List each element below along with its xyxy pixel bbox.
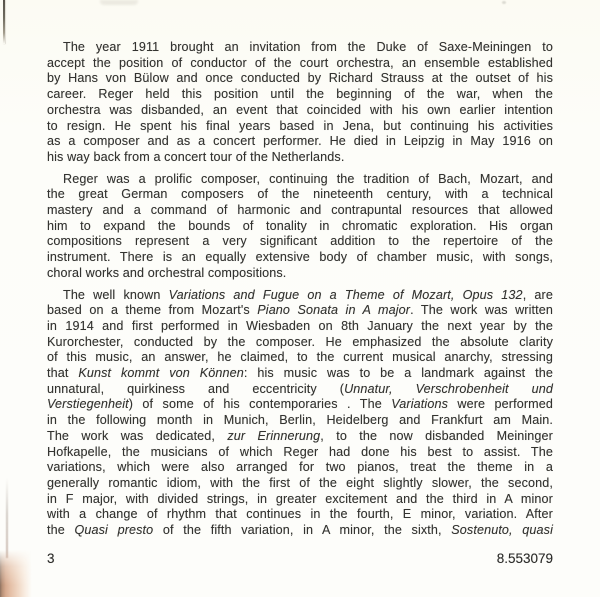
text-line: to resign. He spent his final years based in Jena, but continuing his activities	[47, 118, 553, 133]
scan-smudge-top	[100, 0, 138, 5]
text-line: Kurorchester, conducted by the composer. He emphasized the absolute clarity	[47, 334, 553, 349]
text-line: Hofkapelle, the musicians of which Reger had done his best to assist. The	[47, 444, 553, 459]
text-line: mastery and a command of harmonic and contrapuntal resources that allowed	[47, 203, 553, 218]
text-line: The year 1911 brought an invitation from the Duke of Saxe-Meiningen to	[63, 40, 553, 54]
paragraph	[47, 172, 553, 282]
text-line: accept the position of conductor of the court orchestra, an ensemble established	[47, 55, 553, 70]
text-line: his way back from a concert tour of the Netherlands.	[47, 149, 345, 164]
paragraph	[47, 288, 553, 539]
text-line: him to expand the bounds of tonality in chromatic exploration. His organ	[47, 218, 553, 233]
text-line: by Hans von Bülow and once conducted by Richard Strauss at the outset of his	[47, 71, 553, 86]
liner-notes-text	[47, 40, 553, 539]
text-line: orchestra was disbanded, an event that coincided with his own earlier intention	[47, 102, 553, 117]
text-line: unnatural, quirkiness and eccentricity (Unnatur, Verschrobenheit und	[47, 381, 553, 396]
text-line: that Kunst kommt von Können: his music was to be a landmark against the	[47, 366, 553, 381]
page-number: 3	[47, 551, 55, 566]
text-line: in 1914 and first performed in Wiesbaden on 8th January the next year by the	[47, 318, 553, 333]
text-line: in F major, with divided strings, in greater excitement and the third in A minor	[47, 491, 553, 506]
scan-edge-artifact-top-left	[3, 0, 5, 44]
text-line: generally romantic idiom, with the first of the eight slightly slower, the second,	[47, 475, 553, 490]
scan-speck-top-right	[502, 1, 506, 4]
text-line: The work was dedicated, zur Erinnerung, to the now disbanded Meininger	[47, 428, 553, 443]
text-line: of this music, an answer, he claimed, to the current musical anarchy, stressing	[47, 350, 553, 365]
text-line: in the following month in Munich, Berlin, Heidelberg and Frankfurt am Main.	[47, 413, 553, 428]
catalog-number: 8.553079	[496, 551, 553, 566]
text-line: Verstiegenheit) of some of his contemporaries . The Variations were performed	[47, 397, 553, 412]
text-line: with a change of rhythm that continues in the fourth, E minor, variation. After	[47, 507, 553, 522]
scan-edge-shadow-left	[6, 478, 8, 558]
text-line: Reger was a prolific composer, continuing the tradition of Bach, Mozart, and	[63, 171, 553, 186]
text-line: career. Reger held this position until the beginning of the war, when the	[47, 87, 553, 102]
page-footer	[47, 551, 553, 566]
text-line: variations, which were also arranged for two pianos, treat the theme in a	[47, 460, 553, 475]
text-line: the Quasi presto of the fifth variation, in A minor, the sixth, Sostenuto, quasi	[47, 523, 553, 538]
scan-page-curl-bottom-left	[0, 550, 36, 597]
text-line: based on a theme from Mozart's Piano Sonata in A major. The work was written	[47, 303, 554, 318]
text-line: as a composer and as a concert performer. He died in Leipzig in May 1916 on	[47, 134, 553, 149]
text-line: choral works and orchestral compositions.	[47, 265, 287, 280]
paragraph	[47, 40, 553, 166]
text-line: The well known Variations and Fugue on a Theme of Mozart, Opus 132, are	[63, 287, 553, 302]
text-line: compositions represent a very significant addition to the repertoire of the	[47, 234, 553, 249]
text-line: instrument. There is an equally extensive body of chamber music, with songs,	[47, 250, 553, 265]
text-line: the great German composers of the nineteenth century, with a technical	[47, 187, 553, 202]
